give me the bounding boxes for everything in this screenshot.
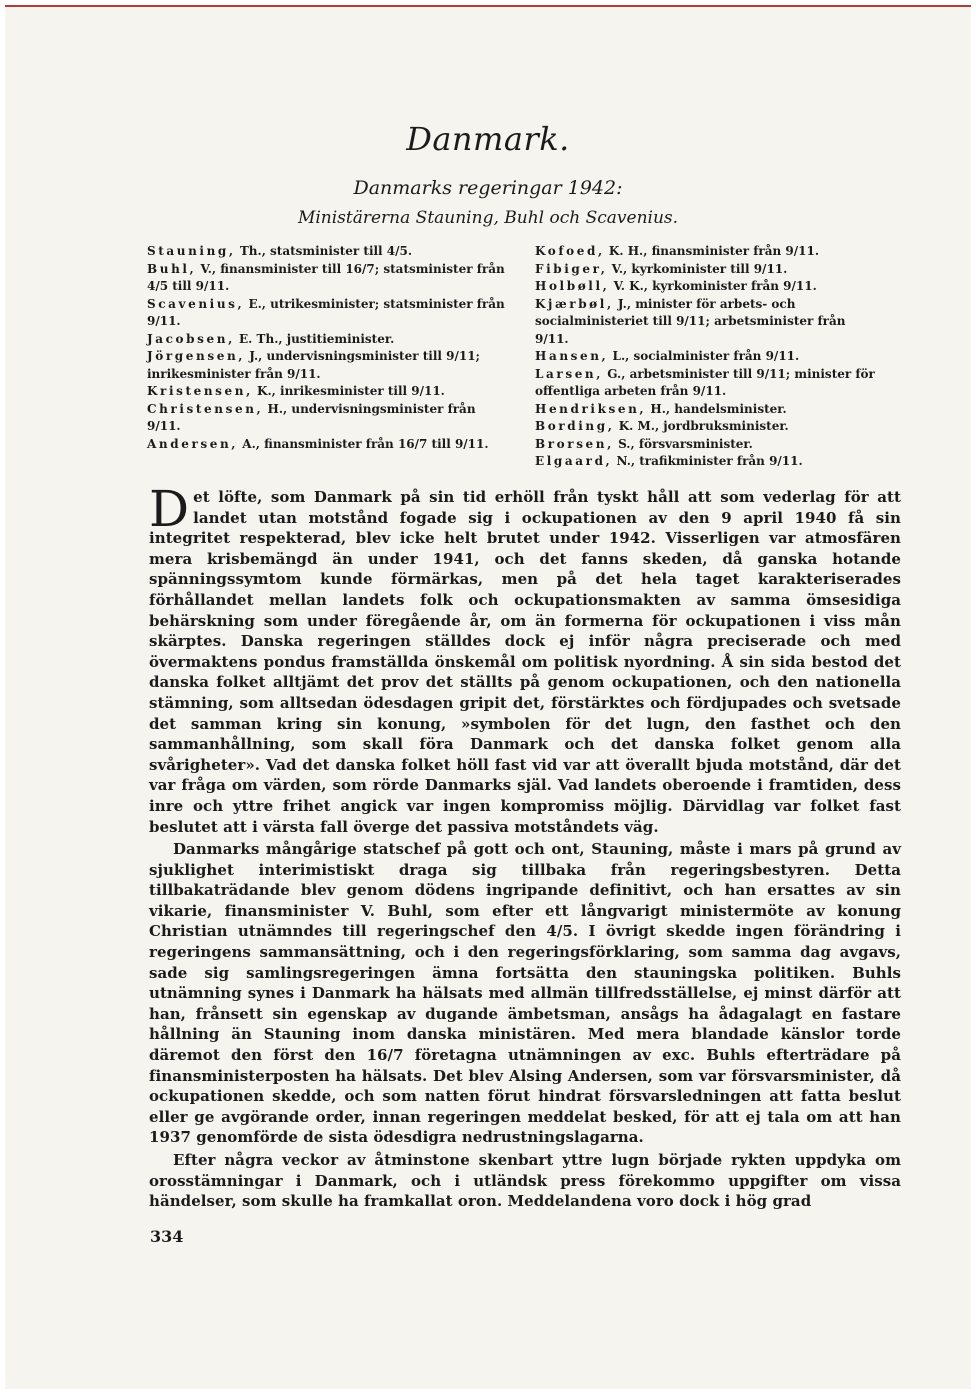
minister-role: J., undervisningsminister till 9/11; inrikesminister från 9/11.	[147, 349, 480, 381]
paragraph-3: Efter några veckor av åtminstone skenbart yttre lugn började rykten uppdyka om orosstämningar i Danmark, och i utländsk press förekommo uppgifter om vissa händelser, som skulle ha framkallat oron. Meddelandena voro dock i hög grad	[149, 1151, 901, 1211]
minister-name: Christensen,	[147, 401, 264, 416]
minister-entry	[535, 296, 880, 349]
minister-role: K. M., jordbruksminister.	[614, 419, 789, 433]
minister-role: N., trafikminister från 9/11.	[612, 454, 803, 468]
minister-name: Hansen,	[535, 349, 609, 363]
minister-name: Larsen,	[535, 366, 604, 381]
minister-entry	[147, 261, 509, 296]
minister-entry	[147, 331, 509, 349]
page-number: 334	[150, 1227, 184, 1246]
minister-entry	[147, 348, 509, 383]
minister-role: H., handelsminister.	[646, 401, 787, 416]
minister-entry	[535, 243, 880, 261]
minister-entry	[535, 436, 880, 454]
minister-name: Kofoed,	[535, 244, 605, 258]
section-subtitle-ministries: Ministärerna Stauning, Buhl och Scavenius.	[297, 208, 679, 228]
minister-name: Jacobsen,	[147, 331, 235, 346]
minister-role: K., inrikesminister till 9/11.	[252, 384, 445, 398]
minister-name: Scavenius,	[147, 296, 245, 311]
page-title: Danmark.	[406, 120, 570, 158]
minister-role: V., finansminister till 16/7; statsminister från 4/5 till 9/11.	[147, 261, 505, 293]
minister-role: Th., statsminister till 4/5.	[235, 244, 413, 258]
minister-entry	[535, 418, 880, 436]
paragraph-1	[149, 480, 901, 837]
minister-name: Bording,	[535, 419, 615, 433]
minister-name: Fibiger,	[535, 261, 608, 276]
minister-entry	[535, 278, 880, 296]
minister-name: Holbøll,	[535, 279, 610, 293]
minister-name: Elgaard,	[535, 454, 613, 468]
minister-entry	[147, 436, 509, 454]
paragraph-1-text: et löfte, som Danmark på sin tid erhöll från tyskt håll att som vederlag för att landet utan motstånd fogade sig i ockupationen av den 9 april 1940 få sin integritet respekterad, blev icke helt brutet under 1942. Visserligen var atmosfären mera krisbemängd än under 1941, och det fanns skeden, då ganska hotande spänningssymtom kunde förmärkas, men på det hela taget karakteriserades förhållandet mellan landets folk och ockupationsmakten av samma ömsesidiga behärskning som under föregående år, om än formerna för ockupationen i viss mån skärptes. Danska regeringen ställdes dock ej inför några preciserade och med övermaktens pondus framställda önskemål om politisk nyordning. Å sin sida bestod det danska folket alltjämt det prov det ställts på genom ockupationen, och den nationella stämning, som alltsedan ödesdagen gripit det, förstärktes och fördjupades och svetsade det samman kring sin konung, »symbolen för det lugn, den fasthet och den sammanhållning, som skall föra Danmark och det danska folket genom alla svårigheter». Vad det danska folket höll fast vid var att överallt bjuda motstånd, där det var fråga om värden, som rörde Danmarks själ. Vad landets oberoende i framtiden, dess inre och yttre frihet angick var ingen kompromiss möjlig. Därvidlag var folket fast beslutet att i värsta fall överge det passiva motståndets väg.	[149, 488, 901, 836]
minister-role: K. H., finansminister från 9/11.	[604, 244, 820, 258]
drop-cap: D	[149, 480, 190, 538]
section-subtitle: Danmarks regeringar 1942:	[353, 177, 623, 199]
article-body	[149, 480, 901, 1214]
minister-role: E. Th., justitieminister.	[234, 331, 395, 346]
minister-name: Kristensen,	[147, 384, 253, 398]
minister-name: Andersen,	[147, 436, 239, 451]
minister-entry	[535, 401, 880, 419]
minister-entry	[147, 401, 509, 436]
minister-role: E., utrikesminister; statsminister från 9/11.	[147, 296, 505, 328]
page	[5, 5, 971, 1389]
minister-role: V. K., kyrkominister från 9/11.	[609, 279, 817, 293]
ministers-list-left	[147, 243, 509, 453]
minister-entry	[147, 243, 509, 261]
minister-entry	[535, 348, 880, 366]
minister-role: H., undervisningsminister från 9/11.	[147, 401, 476, 433]
minister-entry	[535, 453, 880, 471]
minister-role: G., arbetsminister till 9/11; minister för offentliga arbeten från 9/11.	[535, 366, 875, 398]
minister-entry	[147, 296, 509, 331]
minister-name: Hendriksen,	[535, 401, 647, 416]
minister-name: Stauning,	[147, 244, 236, 258]
ministers-list-right	[535, 243, 880, 471]
minister-role: V., kyrkominister till 9/11.	[607, 261, 788, 276]
minister-role: J., minister för arbets- och socialministeriet till 9/11; arbetsminister från 9/11.	[535, 296, 846, 346]
minister-entry	[535, 366, 880, 401]
minister-name: Kjærbøl,	[535, 296, 614, 311]
minister-name: Jörgensen,	[147, 349, 246, 363]
minister-name: Buhl,	[147, 261, 197, 276]
minister-role: S., försvarsminister.	[613, 436, 753, 451]
minister-name: Brorsen,	[535, 436, 614, 451]
minister-role: L., socialminister från 9/11.	[608, 349, 800, 363]
paragraph-2: Danmarks mångårige statschef på gott och ont, Stauning, måste i mars på grund av sjuklighet interimistiskt draga sig tillbaka från regeringsbestyren. Detta tillbakaträdande blev genom dödens ingripande definitivt, och han ersattes av sin vikarie, finansminister V. Buhl, som efter ett långvarigt ministermöte av konung Christian utnämndes till regeringschef den 4/5. I övrigt skedde ingen förändring i regeringens sammansättning, och i den regeringsförklaring, som samma dag avgavs, sade sig samlingsregeringen ämna fortsätta den stauningska politiken. Buhls utnämning synes i Danmark ha hälsats med allmän tillfredsställelse, ej minst därför att han, frånsett sin egenskap av dugande ämbetsman, ansågs ha ådagalagt en fastare hållning än Stauning inom danska ministären. Med mera blandade känslor torde däremot den först den 16/7 företagna utnämningen av exc. Buhls efterträdare på finansministerposten ha hälsats. Det blev Alsing Andersen, som var försvarsminister, då ockupationen skedde, och som natten förut hindrat försvarsledningen att fatta beslut eller ge avgörande order, innan regeringen meddelat besked, för att ej tala om att han 1937 genomförde de sista ödesdigra nedrustningslagarna.	[149, 840, 901, 1147]
minister-entry	[535, 261, 880, 279]
minister-entry	[147, 383, 509, 401]
minister-role: A., finansminister från 16/7 till 9/11.	[238, 436, 489, 451]
